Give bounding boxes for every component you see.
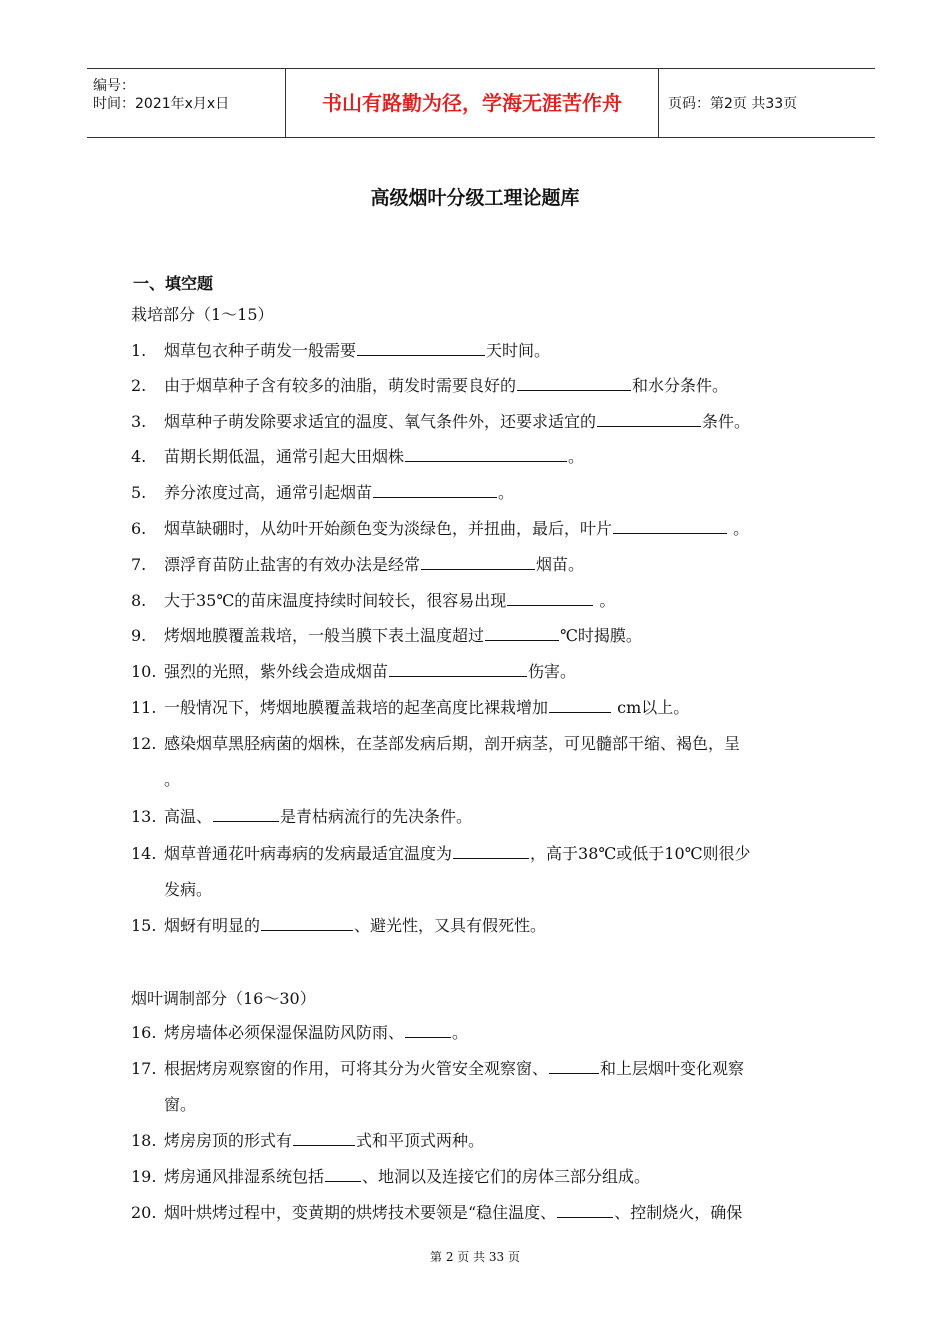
question-text: 漂浮育苗防止盐害的有效办法是经常 (164, 555, 421, 574)
answer-blank (557, 1202, 613, 1218)
question-number: 15. (131, 916, 157, 935)
time-label: 时间：2021年x月x日 (93, 96, 230, 112)
question-number: 2. (131, 376, 147, 395)
answer-blank (405, 446, 567, 462)
question-number: 1. (131, 341, 147, 360)
answer-blank (213, 806, 279, 822)
question-text: 烟草普通花叶病毒病的发病最适宜温度为 (164, 844, 453, 863)
question-text: 一般情况下，烤烟地膜覆盖栽培的起垄高度比裸栽增加 (164, 698, 549, 717)
question-text: 养分浓度过高，通常引起烟苗 (164, 483, 373, 502)
question-item (131, 843, 751, 865)
question-text: 强烈的光照，紫外线会造成烟苗 (164, 662, 389, 681)
answer-blank (357, 340, 485, 356)
question-text: 高温、 (164, 807, 213, 826)
question-text-after: 。 (498, 483, 515, 502)
question-text: 烤烟地膜覆盖栽培，一般当膜下表土温度超过 (164, 626, 485, 645)
answer-blank (293, 1130, 355, 1146)
section-title: 一、填空题 (133, 274, 214, 293)
question-text: 烟草缺硼时，从幼叶开始颜色变为淡绿色，并扭曲，最后，叶片 (164, 519, 613, 538)
question-text-after: cm以上。 (612, 698, 690, 717)
question-text-after: 。 (728, 519, 750, 538)
question-item (131, 1022, 468, 1044)
question-item (131, 661, 576, 683)
question-number: 11. (131, 698, 157, 717)
question-text-after: 是青枯病流行的先决条件。 (280, 807, 473, 826)
question-number: 6. (131, 519, 147, 538)
question-number: 20. (131, 1203, 157, 1222)
question-number: 5. (131, 483, 147, 502)
question-number: 13. (131, 807, 157, 826)
question-text-after: 天时间。 (486, 341, 551, 360)
question-text-after: ，高于38℃或低于10℃则很少 (530, 844, 751, 863)
answer-blank (261, 915, 353, 931)
question-text: 感染烟草黑胫病菌的烟株，在茎部发病后期，剖开病茎，可见髓部干缩、褐色，呈 (164, 734, 741, 753)
answer-blank (485, 625, 559, 641)
answer-blank (507, 590, 593, 606)
question-continuation: 发病。 (164, 880, 213, 899)
page-label: 页码：第2页 共33页 (668, 96, 798, 112)
question-item (131, 806, 472, 828)
question-text-after: ℃时揭膜。 (560, 626, 642, 645)
question-text: 烤房墙体必须保湿保温防风防雨、 (164, 1023, 405, 1042)
question-number: 4. (131, 447, 147, 466)
answer-blank (325, 1166, 361, 1182)
question-text: 烟草种子萌发除要求适宜的温度、氧气条件外，还要求适宜的 (164, 412, 597, 431)
question-item (131, 518, 749, 540)
question-item (131, 625, 642, 647)
answer-blank (597, 411, 701, 427)
question-text-after: 、控制烧火，确保 (614, 1203, 743, 1222)
question-text: 烟草包衣种子萌发一般需要 (164, 341, 357, 360)
question-text: 烟叶烘烤过程中，变黄期的烘烤技术要领是“稳住温度、 (164, 1203, 557, 1222)
question-text-after: 。 (594, 591, 616, 610)
question-text: 大于35℃的苗床温度持续时间较长，很容易出现 (164, 591, 507, 610)
answer-blank (613, 518, 727, 534)
question-text-after: 烟苗。 (536, 555, 585, 574)
question-item (131, 590, 615, 612)
motto: 书山有路勤为径，学海无涯苦作舟 (286, 69, 659, 137)
question-number: 19. (131, 1167, 157, 1186)
answer-blank (517, 375, 631, 391)
question-text-after: 条件。 (702, 412, 751, 431)
question-number: 12. (131, 734, 157, 753)
question-text-after: 式和平顶式两种。 (356, 1131, 485, 1150)
question-text: 苗期长期低温，通常引起大田烟株 (164, 447, 405, 466)
question-item (131, 340, 550, 362)
question-item (131, 375, 728, 397)
question-text: 由于烟草种子含有较多的油脂，萌发时需要良好的 (164, 376, 517, 395)
question-number: 14. (131, 844, 157, 863)
question-number: 8. (131, 591, 147, 610)
question-item (131, 915, 546, 937)
page-footer: 第 2 页 共 33 页 (430, 1250, 520, 1264)
question-text-after: 、地洞以及连接它们的房体三部分组成。 (362, 1167, 651, 1186)
question-continuation: 。 (164, 770, 181, 789)
header-meta (87, 69, 286, 137)
question-continuation: 窗。 (164, 1095, 197, 1114)
question-item (131, 1202, 742, 1224)
question-item (131, 697, 689, 719)
question-text: 烤房房顶的形式有 (164, 1131, 293, 1150)
question-item (131, 411, 750, 433)
question-text-after: 。 (568, 447, 585, 466)
question-number: 3. (131, 412, 147, 431)
question-text: 烟蚜有明显的 (164, 916, 261, 935)
question-text-after: 。 (452, 1023, 469, 1042)
question-item (131, 554, 584, 576)
question-item (131, 1058, 744, 1080)
answer-blank (405, 1022, 451, 1038)
question-item (131, 1166, 650, 1188)
question-item (131, 733, 740, 755)
question-number: 18. (131, 1131, 157, 1150)
question-number: 9. (131, 626, 147, 645)
question-text-after: 和上层烟叶变化观察 (600, 1059, 745, 1078)
answer-blank (549, 697, 611, 713)
question-text-after: 和水分条件。 (632, 376, 729, 395)
question-item (131, 446, 584, 468)
part2-title: 烟叶调制部分（16～30） (131, 989, 316, 1008)
answer-blank (453, 843, 529, 859)
document-title: 高级烟叶分级工理论题库 (370, 187, 580, 209)
question-text: 烤房通风排湿系统包括 (164, 1167, 325, 1186)
page-header (87, 68, 875, 138)
answer-blank (389, 661, 527, 677)
answer-blank (421, 554, 535, 570)
part1-title: 栽培部分（1～15） (131, 305, 274, 324)
question-number: 16. (131, 1023, 157, 1042)
question-number: 17. (131, 1059, 157, 1078)
question-number: 7. (131, 555, 147, 574)
question-text-after: 伤害。 (528, 662, 577, 681)
question-number: 10. (131, 662, 157, 681)
code-label: 编号： (93, 78, 135, 94)
question-text: 根据烤房观察窗的作用，可将其分为火管安全观察窗、 (164, 1059, 549, 1078)
question-text-after: 、避光性，又具有假死性。 (354, 916, 547, 935)
question-item (131, 1130, 484, 1152)
question-item (131, 482, 514, 504)
answer-blank (373, 482, 497, 498)
answer-blank (549, 1058, 599, 1074)
